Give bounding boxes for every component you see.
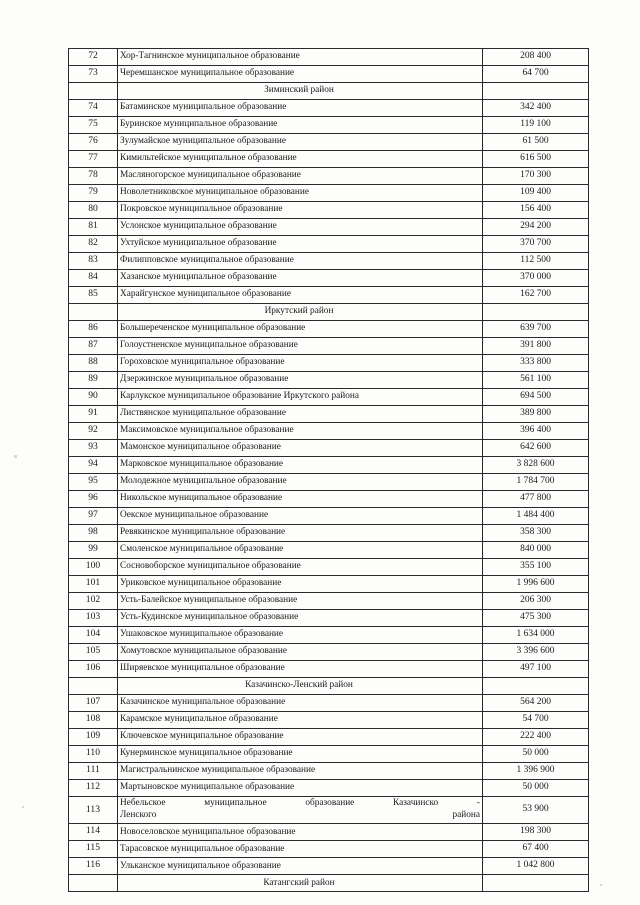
table-row (69, 695, 589, 712)
amount-value: 391 800 (483, 338, 589, 355)
municipality-name: Оекское муниципальное образование (118, 508, 483, 525)
row-number: 109 (69, 729, 118, 746)
row-number: 83 (69, 253, 118, 270)
row-number: 85 (69, 287, 118, 304)
municipality-name: Зулумайское муниципальное образование (118, 134, 483, 151)
table-row (69, 66, 589, 83)
municipality-name: Магистральнинское муниципальное образование (118, 763, 483, 780)
row-number: 89 (69, 372, 118, 389)
amount-value: 54 700 (483, 712, 589, 729)
municipality-name: Молодежное муниципальное образование (118, 474, 483, 491)
amount-value: 1 396 900 (483, 763, 589, 780)
row-number (69, 875, 118, 892)
table-row (69, 457, 589, 474)
row-number: 93 (69, 440, 118, 457)
table-row (69, 100, 589, 117)
row-number: 99 (69, 542, 118, 559)
amount-value: 639 700 (483, 321, 589, 338)
table-row (69, 168, 589, 185)
municipality-name: Казачинско-Ленский район (118, 678, 483, 695)
municipality-name: Черемшанское муниципальное образование (118, 66, 483, 83)
table-row (69, 824, 589, 841)
table-row (69, 270, 589, 287)
table-row (69, 389, 589, 406)
municipality-name: Максимовское муниципальное образование (118, 423, 483, 440)
amount-value: 170 300 (483, 168, 589, 185)
amount-value: 477 800 (483, 491, 589, 508)
table-row (69, 841, 589, 858)
municipality-name: Хазанское муниципальное образование (118, 270, 483, 287)
municipality-name: Дзержинское муниципальное образование (118, 372, 483, 389)
amount-value (483, 304, 589, 321)
row-number: 72 (69, 49, 118, 66)
municipality-name: Гороховское муниципальное образование (118, 355, 483, 372)
table-row (69, 202, 589, 219)
municipality-name: Услонское муниципальное образование (118, 219, 483, 236)
table-row (69, 117, 589, 134)
table-row (69, 406, 589, 423)
municipality-name: Уриковское муниципальное образование (118, 576, 483, 593)
municipality-name: Марковское муниципальное образование (118, 457, 483, 474)
amount-value: 1 634 000 (483, 627, 589, 644)
row-number: 90 (69, 389, 118, 406)
municipality-name: Масляногорское муниципальное образование (118, 168, 483, 185)
table-row (69, 610, 589, 627)
amount-value: 333 800 (483, 355, 589, 372)
row-number: 100 (69, 559, 118, 576)
table-row (69, 49, 589, 66)
amount-value: 61 500 (483, 134, 589, 151)
municipality-name: Кунерминское муниципальное образование (118, 746, 483, 763)
row-number: 98 (69, 525, 118, 542)
municipality-name: Тарасовское муниципальное образование (118, 841, 483, 858)
row-number: 96 (69, 491, 118, 508)
table-row (69, 858, 589, 875)
row-number: 74 (69, 100, 118, 117)
amount-value: 1 996 600 (483, 576, 589, 593)
municipality-name: Листвянское муниципальное образование (118, 406, 483, 423)
municipality-name: Харайгунское муниципальное образование (118, 287, 483, 304)
amount-value: 1 042 800 (483, 858, 589, 875)
table-row (69, 287, 589, 304)
amount-value: 389 800 (483, 406, 589, 423)
row-number: 107 (69, 695, 118, 712)
row-number: 101 (69, 576, 118, 593)
row-number: 77 (69, 151, 118, 168)
table-row (69, 559, 589, 576)
table-row (69, 474, 589, 491)
amount-value: 564 200 (483, 695, 589, 712)
row-number: 73 (69, 66, 118, 83)
municipality-name: Ульканское муниципальное образование (118, 858, 483, 875)
municipality-name: Усть-Кудинское муниципальное образование (118, 610, 483, 627)
row-number: 115 (69, 841, 118, 858)
amount-value: 561 100 (483, 372, 589, 389)
row-number: 106 (69, 661, 118, 678)
table-row (69, 423, 589, 440)
amount-value: 208 400 (483, 49, 589, 66)
table-row (69, 236, 589, 253)
row-number: 104 (69, 627, 118, 644)
municipality-name: Катангский район (118, 875, 483, 892)
scan-speck (600, 884, 602, 886)
municipality-name (118, 797, 483, 824)
table-row (69, 440, 589, 457)
amount-value: 370 700 (483, 236, 589, 253)
municipality-name: Мамонское муниципальное образование (118, 440, 483, 457)
municipality-name: Ширяевское муниципальное образование (118, 661, 483, 678)
table-section-row (69, 83, 589, 100)
municipality-name: Ревякинское муниципальное образование (118, 525, 483, 542)
municipality-name: Филипповское муниципальное образование (118, 253, 483, 270)
amount-value: 616 500 (483, 151, 589, 168)
municipality-name: Зиминский район (118, 83, 483, 100)
amount-value: 497 100 (483, 661, 589, 678)
row-number: 79 (69, 185, 118, 202)
row-number: 95 (69, 474, 118, 491)
amount-value: 475 300 (483, 610, 589, 627)
row-number: 88 (69, 355, 118, 372)
table-row (69, 712, 589, 729)
table-section-row (69, 304, 589, 321)
table-row (69, 746, 589, 763)
table-row (69, 763, 589, 780)
row-number: 108 (69, 712, 118, 729)
table-row (69, 593, 589, 610)
table-row (69, 627, 589, 644)
row-number (69, 678, 118, 695)
row-number (69, 83, 118, 100)
amount-value (483, 875, 589, 892)
amount-value: 294 200 (483, 219, 589, 236)
amount-value: 67 400 (483, 841, 589, 858)
amount-value: 3 828 600 (483, 457, 589, 474)
row-number: 87 (69, 338, 118, 355)
table-section-row (69, 678, 589, 695)
municipality-name: Иркутский район (118, 304, 483, 321)
amount-value: 840 000 (483, 542, 589, 559)
municipality-name: Ухтуйское муниципальное образование (118, 236, 483, 253)
row-number: 110 (69, 746, 118, 763)
table-row (69, 508, 589, 525)
amount-value: 396 400 (483, 423, 589, 440)
row-number: 75 (69, 117, 118, 134)
row-number: 91 (69, 406, 118, 423)
municipality-name: Кимильтейское муниципальное образование (118, 151, 483, 168)
table-row (69, 321, 589, 338)
amount-value: 370 000 (483, 270, 589, 287)
table-row (69, 729, 589, 746)
municipality-name: Никольское муниципальное образование (118, 491, 483, 508)
amount-value: 694 500 (483, 389, 589, 406)
table-row (69, 151, 589, 168)
row-number: 92 (69, 423, 118, 440)
municipality-name: Батаминское муниципальное образование (118, 100, 483, 117)
table-body (69, 49, 589, 892)
municipality-name: Покровское муниципальное образование (118, 202, 483, 219)
row-number: 94 (69, 457, 118, 474)
amount-value: 64 700 (483, 66, 589, 83)
row-number (69, 304, 118, 321)
table-row (69, 576, 589, 593)
municipality-name: Новолетниковское муниципальное образование (118, 185, 483, 202)
row-number: 84 (69, 270, 118, 287)
amount-value: 112 500 (483, 253, 589, 270)
municipality-name-line-1: Небельское муниципальное образование Казачинско - (120, 798, 480, 808)
row-number: 97 (69, 508, 118, 525)
scan-speck (22, 806, 24, 808)
table-row (69, 355, 589, 372)
row-number: 82 (69, 236, 118, 253)
row-number: 114 (69, 824, 118, 841)
amount-value: 206 300 (483, 593, 589, 610)
amount-value (483, 678, 589, 695)
row-number: 80 (69, 202, 118, 219)
row-number: 111 (69, 763, 118, 780)
table-row (69, 644, 589, 661)
table-row (69, 338, 589, 355)
amount-value: 53 900 (483, 797, 589, 824)
table-section-row (69, 875, 589, 892)
table-row (69, 219, 589, 236)
municipality-name: Казачинское муниципальное образование (118, 695, 483, 712)
municipality-name: Карамское муниципальное образование (118, 712, 483, 729)
row-number: 113 (69, 797, 118, 824)
table-row (69, 185, 589, 202)
table-row (69, 780, 589, 797)
municipality-name: Мартыновское муниципальное образование (118, 780, 483, 797)
amount-value: 355 100 (483, 559, 589, 576)
table-row (69, 797, 589, 824)
municipality-name-line-2: Ленского района (120, 809, 480, 820)
municipality-name: Усть-Балейское муниципальное образование (118, 593, 483, 610)
municipality-name: Большереченское муниципальное образование (118, 321, 483, 338)
table-row (69, 134, 589, 151)
row-number: 81 (69, 219, 118, 236)
row-number: 116 (69, 858, 118, 875)
row-number: 86 (69, 321, 118, 338)
amount-value: 198 300 (483, 824, 589, 841)
amount-value: 50 000 (483, 746, 589, 763)
amount-value: 1 484 400 (483, 508, 589, 525)
amount-value: 358 300 (483, 525, 589, 542)
municipality-name: Ушаковское муниципальное образование (118, 627, 483, 644)
row-number: 102 (69, 593, 118, 610)
municipality-name: Смоленское муниципальное образование (118, 542, 483, 559)
municipality-name: Буринское муниципальное образование (118, 117, 483, 134)
amount-value: 1 784 700 (483, 474, 589, 491)
amount-value: 3 396 600 (483, 644, 589, 661)
municipality-name: Сосновоборское муниципальное образование (118, 559, 483, 576)
row-number: 105 (69, 644, 118, 661)
table (68, 48, 589, 892)
scan-speck (14, 455, 17, 458)
amount-value: 156 400 (483, 202, 589, 219)
amount-value (483, 83, 589, 100)
amount-value: 109 400 (483, 185, 589, 202)
row-number: 78 (69, 168, 118, 185)
amount-value: 162 700 (483, 287, 589, 304)
amount-value: 642 600 (483, 440, 589, 457)
table-row (69, 372, 589, 389)
table-row (69, 253, 589, 270)
row-number: 112 (69, 780, 118, 797)
amount-value: 222 400 (483, 729, 589, 746)
table-row (69, 542, 589, 559)
amount-value: 50 000 (483, 780, 589, 797)
municipality-name: Голоустненское муниципальное образование (118, 338, 483, 355)
row-number: 76 (69, 134, 118, 151)
municipality-name: Ключевское муниципальное образование (118, 729, 483, 746)
table-row (69, 525, 589, 542)
table-row (69, 491, 589, 508)
amount-value: 119 100 (483, 117, 589, 134)
amount-value: 342 400 (483, 100, 589, 117)
table-row (69, 661, 589, 678)
municipality-name: Хор-Тагнинское муниципальное образование (118, 49, 483, 66)
row-number: 103 (69, 610, 118, 627)
municipality-name: Хомутовское муниципальное образование (118, 644, 483, 661)
municipality-funding-table (68, 48, 573, 892)
municipality-name: Новоселовское муниципальное образование (118, 824, 483, 841)
municipality-name: Карлукское муниципальное образование Иркутского района (118, 389, 483, 406)
